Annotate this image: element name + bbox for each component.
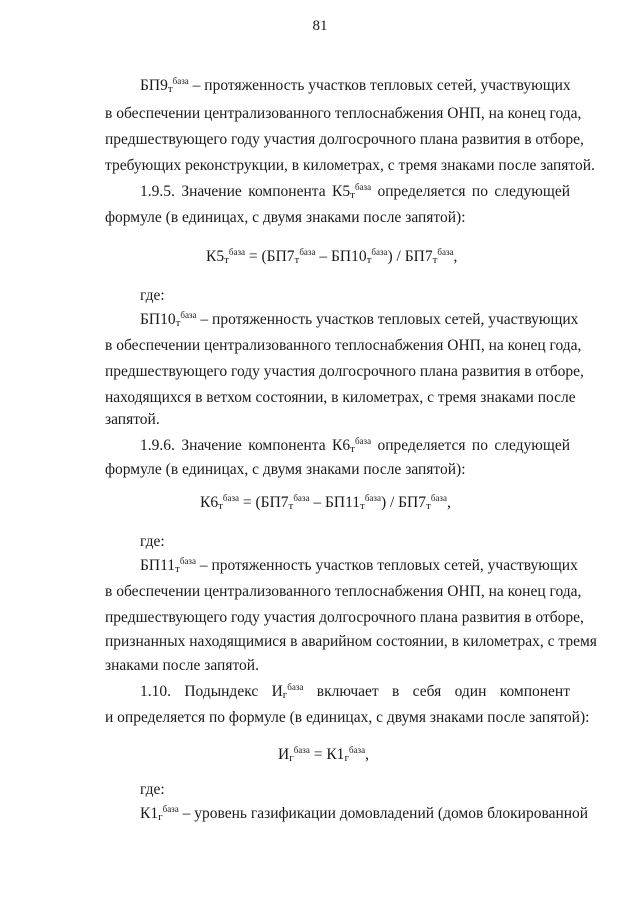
para1-line1: $БП9_т^{база}$ – протяженность участков тепловых сетей, участвующих bbox=[140, 76, 571, 95]
sec196-line2: формуле (в единицах, с двумя знаками после запятой): bbox=[105, 461, 466, 478]
para1-line4: требующих реконструкции, в километрах, с тремя знаками после запятой. bbox=[105, 157, 595, 174]
where-label-2: где: bbox=[140, 533, 165, 550]
sec195-line1: 1.9.5. Значение компонента $К5_т^{база}$ определяется по следующей bbox=[140, 182, 570, 201]
para3-line3: предшествующего году участия долгосрочного плана развития в отборе, bbox=[105, 609, 584, 626]
where-label-1: где: bbox=[140, 287, 165, 304]
formula-ig: $И_г^{база} = К1_г^{база}$, bbox=[278, 745, 369, 764]
formula-k5: $К5_т^{база} = (БП7_т^{база} - БП10_т^{база}) / БП7_т^{база}$, bbox=[206, 247, 458, 266]
para3-line2: в обеспечении централизованного теплоснабжения ОНП, на конец года, bbox=[105, 583, 582, 600]
sec196-line1: 1.9.6. Значение компонента $К6_т^{база}$ определяется по следующей bbox=[140, 436, 570, 455]
para2-line5: запятой. bbox=[105, 411, 160, 428]
para2-line2: в обеспечении централизованного теплоснабжения ОНП, на конец года, bbox=[105, 337, 582, 354]
para1-line3: предшествующего году участия долгосрочного плана развития в отборе, bbox=[105, 131, 584, 148]
page-number: 81 bbox=[312, 18, 328, 34]
para1-line2: в обеспечении централизованного теплоснабжения ОНП, на конец года, bbox=[105, 105, 582, 122]
sec195-line2: формуле (в единицах, с двумя знаками после запятой): bbox=[105, 209, 466, 226]
para3-line5: знаками после запятой. bbox=[105, 657, 259, 674]
para3-line4: признанных находящимися в аварийном состоянии, в километрах, с тремя bbox=[105, 633, 597, 650]
para4-line1: $К1_г^{база}$ – уровень газификации домовладений (домов блокированной bbox=[140, 804, 589, 823]
para2-line3: предшествующего году участия долгосрочного плана развития в отборе, bbox=[105, 363, 584, 380]
sec110-line1: 1.10. Подындекс $И_г^{база}$ включает в себя один компонент bbox=[140, 682, 570, 701]
para2-line4: находящихся в ветхом состоянии, в километрах, с тремя знаками после bbox=[105, 389, 576, 406]
sec110-line2: и определяется по формуле (в единицах, с двумя знаками после запятой): bbox=[105, 709, 590, 726]
where-label-3: где: bbox=[140, 781, 165, 798]
para3-line1: $БП11_т^{база}$ – протяженность участков тепловых сетей, участвующих bbox=[140, 556, 578, 575]
formula-k6: $К6_т^{база} = (БП7_т^{база} - БП11_т^{база}) / БП7_т^{база}$, bbox=[200, 493, 451, 512]
para2-line1: $БП10_т^{база}$ – протяженность участков тепловых сетей, участвующих bbox=[140, 310, 579, 329]
